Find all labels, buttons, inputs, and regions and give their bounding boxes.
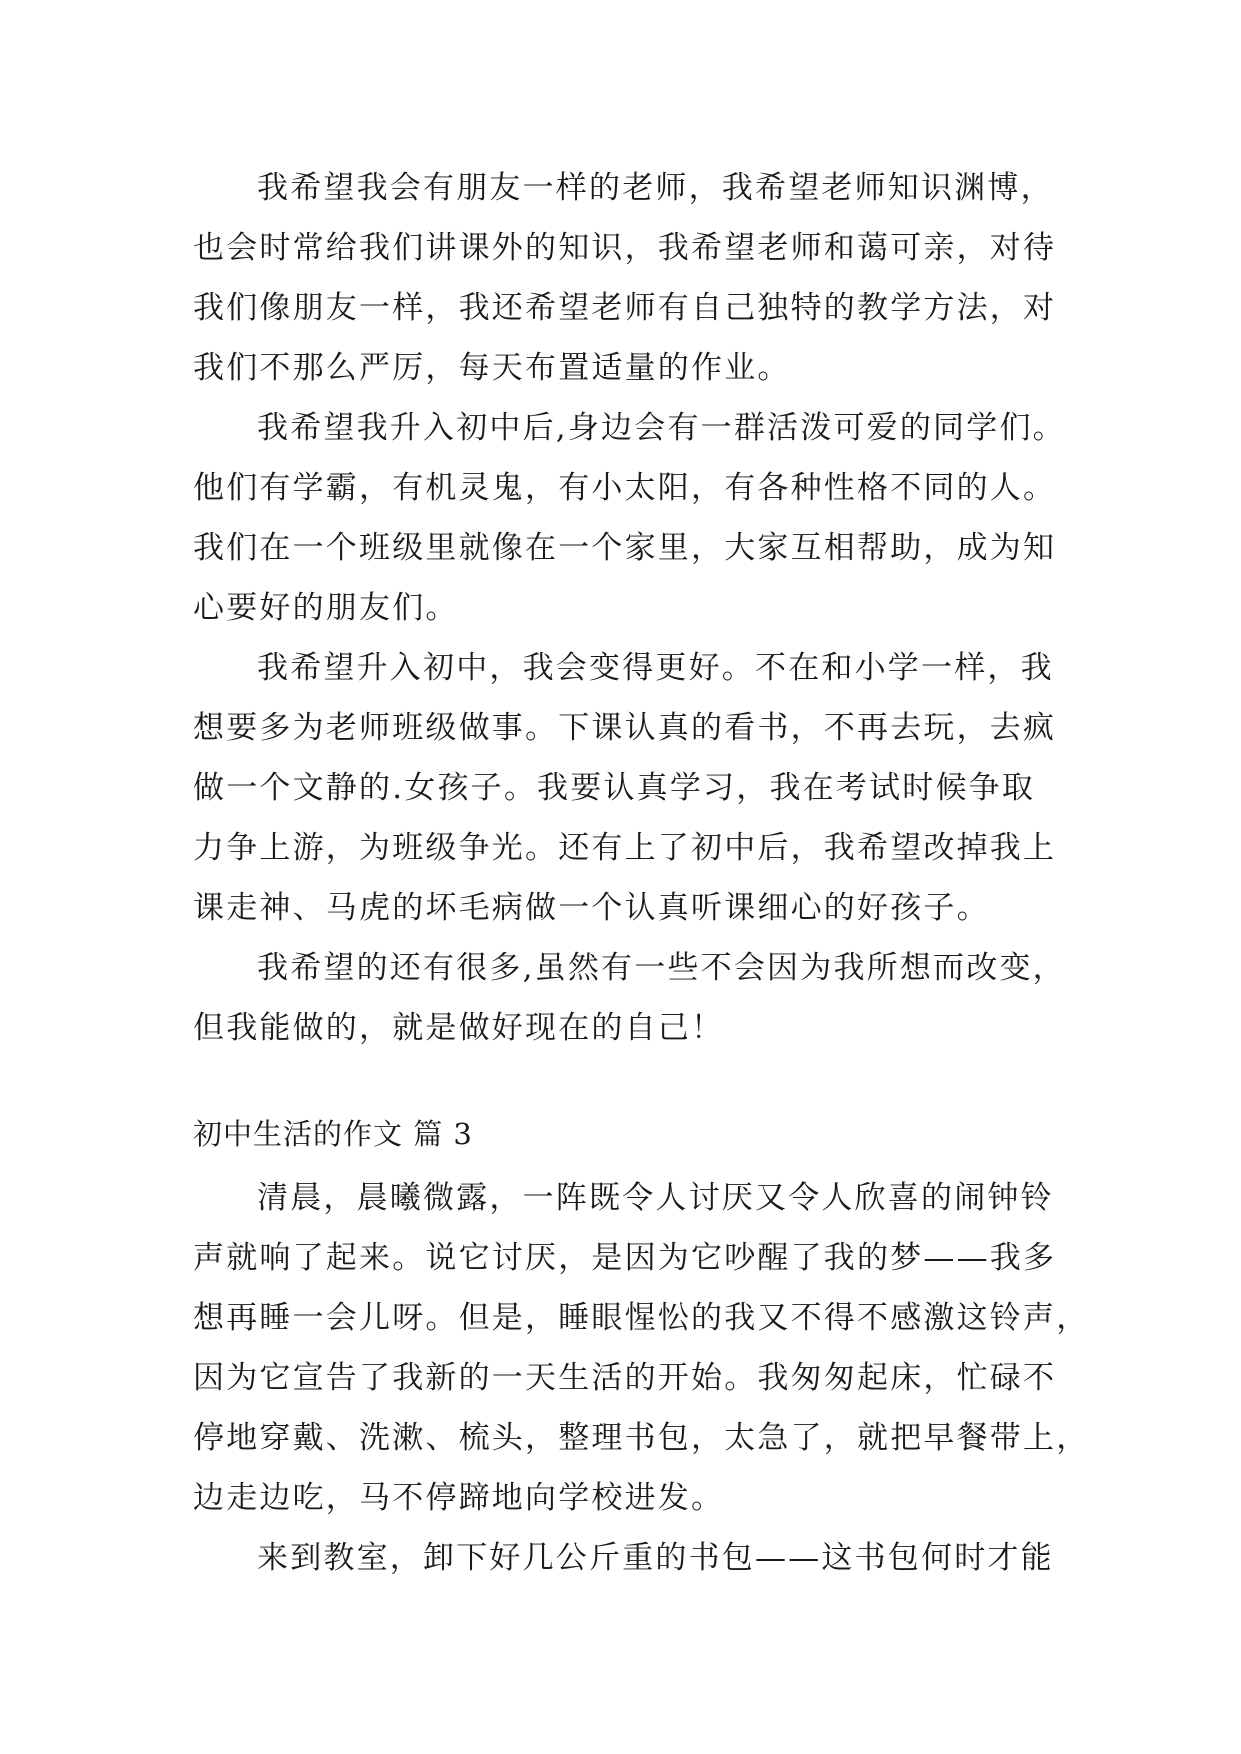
paragraph-5-line-6: 边走边吃，马不停蹄地向学校进发。 [193,1480,725,1516]
paragraph-5-line-2: 声就响了起来。说它讨厌，是因为它吵醒了我的梦——我多 [193,1240,1057,1276]
paragraph-5-line-1: 清晨，晨曦微露，一阵既令人讨厌又令人欣喜的闹钟铃 [257,1180,1054,1216]
paragraph-1-line-4: 我们不那么严厉，每天布置适量的作业。 [193,350,791,386]
paragraph-2-line-2: 他们有学霸，有机灵鬼，有小太阳，有各种性格不同的人。 [193,470,1057,506]
paragraph-5-line-4: 因为它宣告了我新的一天生活的开始。我匆匆起床，忙碌不 [193,1360,1057,1396]
paragraph-4-line-2: 但我能做的，就是做好现在的自己！ [193,1010,725,1046]
paragraph-1-line-2: 也会时常给我们讲课外的知识，我希望老师和蔼可亲，对待 [193,230,1057,266]
paragraph-3-line-5: 课走神、马虎的坏毛病做一个认真听课细心的好孩子。 [193,890,990,926]
section-heading: 初中生活的作文 篇 3 [193,1117,473,1151]
paragraph-3-line-3: 做一个文静的.女孩子。我要认真学习，我在考试时候争取 [193,770,1036,806]
paragraph-2-line-4: 心要好的朋友们。 [193,590,459,626]
paragraph-5-line-3: 想再睡一会儿呀。但是，睡眼惺忪的我又不得不感激这铃声， [193,1300,1090,1336]
paragraph-6-line-1: 来到教室，卸下好几公斤重的书包——这书包何时才能 [257,1540,1054,1576]
paragraph-3-line-1: 我希望升入初中，我会变得更好。不在和小学一样，我 [257,650,1054,686]
paragraph-4-line-1: 我希望的还有很多,虽然有一些不会因为我所想而改变， [257,950,1066,986]
paragraph-1-line-1: 我希望我会有朋友一样的老师，我希望老师知识渊博， [257,170,1054,206]
paragraph-5-line-5: 停地穿戴、洗漱、梳头，整理书包，太急了，就把早餐带上， [193,1420,1090,1456]
paragraph-1-line-3: 我们像朋友一样，我还希望老师有自己独特的教学方法，对 [193,290,1057,326]
paragraph-3-line-2: 想要多为老师班级做事。下课认真的看书，不再去玩，去疯 [193,710,1057,746]
paragraph-3-line-4: 力争上游，为班级争光。还有上了初中后，我希望改掉我上 [193,830,1057,866]
paragraph-2-line-1: 我希望我升入初中后,身边会有一群活泼可爱的同学们。 [257,410,1066,446]
paragraph-2-line-3: 我们在一个班级里就像在一个家里，大家互相帮助，成为知 [193,530,1057,566]
